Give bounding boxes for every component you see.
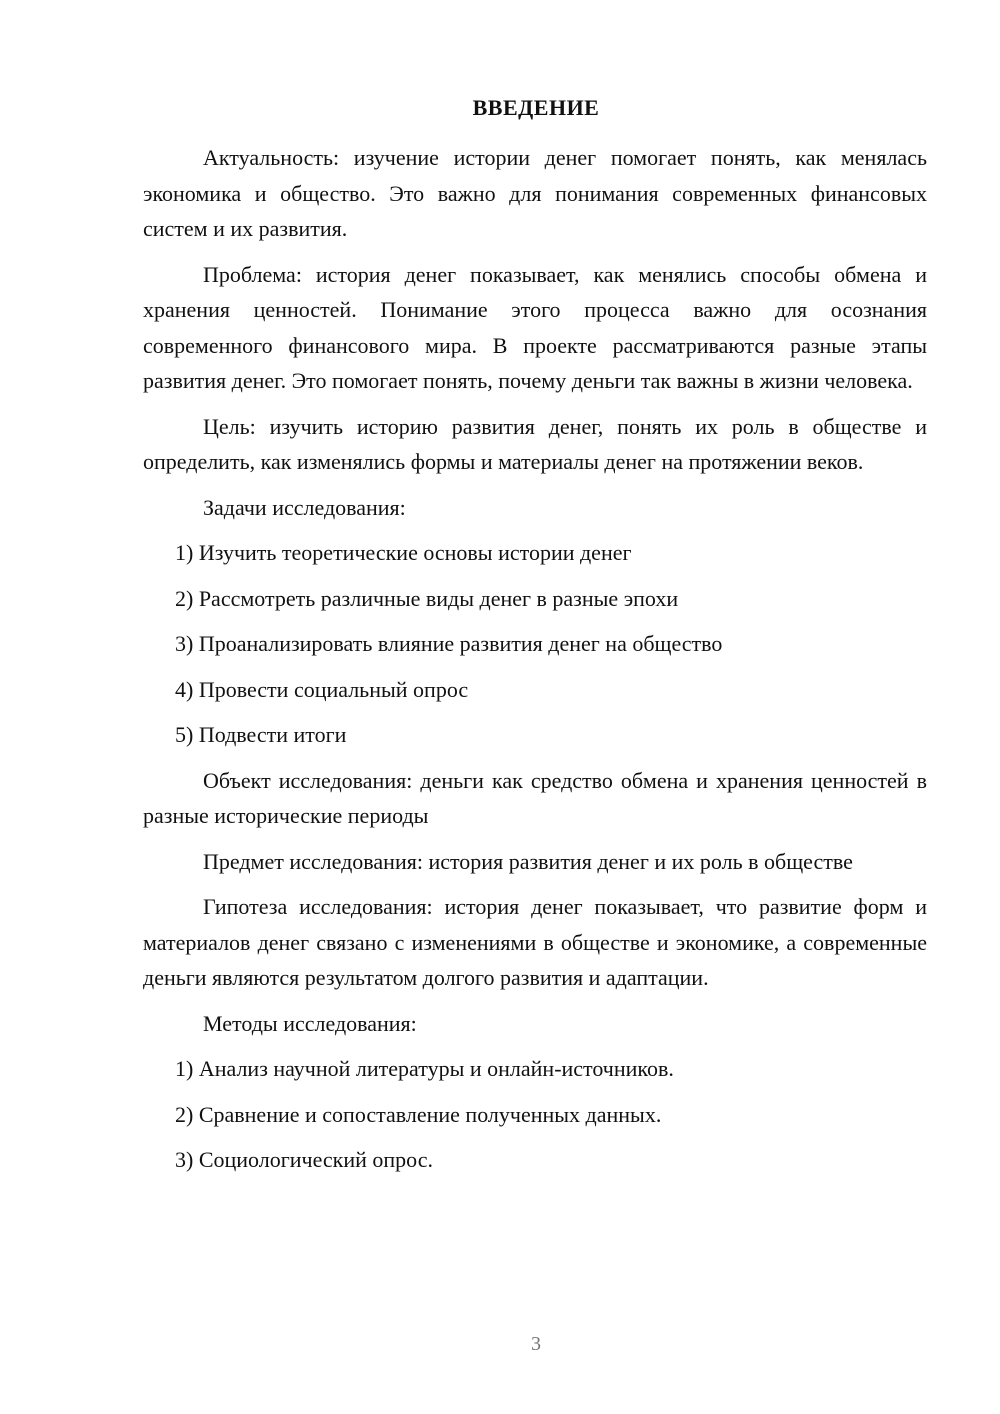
document-body [143,140,927,1188]
page-title: ВВЕДЕНИЕ [472,95,600,120]
tasks-list [143,535,927,753]
goal-paragraph: Цель: изучить историю развития денег, понять их роль в обществе и определить, как изменялись формы и материалы денег на протяжении веков. [143,413,927,474]
list-item: 3) Социологический опрос. [175,1147,433,1172]
methods-heading: Методы исследования: [203,1010,417,1036]
list-item: 3) Проанализировать влияние развития денег на общество [175,631,723,656]
list-item: 2) Рассмотреть различные виды денег в разные эпохи [175,585,679,611]
list-item: 1) Изучить теоретические основы истории денег [175,540,632,565]
list-item: 1) Анализ научной литературы и онлайн-источников. [175,1056,674,1081]
page-number: 3 [531,1333,541,1355]
object-paragraph: Объект исследования: деньги как средство обмена и хранения ценностей в разные исторические периоды [143,767,927,828]
subject-paragraph: Предмет исследования: история развития денег и их роль в обществе [203,848,853,874]
list-item: 4) Провести социальный опрос [175,676,469,702]
relevance-paragraph: Актуальность: изучение истории денег помогает понять, как менялась экономика и общество. Это важно для понимания современных финансовых систем и их развития. [143,145,927,241]
list-item: 5) Подвести итоги [175,722,347,747]
hypothesis-paragraph: Гипотеза исследования: история денег показывает, что развитие форм и материалов денег связано с изменениями в обществе и экономике, а современные деньги являются результатом долгого развития и адаптации. [143,894,927,990]
list-item: 2) Сравнение и сопоставление полученных данных. [175,1101,662,1127]
methods-list [143,1051,927,1178]
tasks-heading: Задачи исследования: [203,494,406,520]
problem-paragraph: Проблема: история денег показывает, как менялись способы обмена и хранения ценностей. Понимание этого процесса важно для осознания современного финансового мира. В проекте рассматриваются разные этапы развития денег. Это помогает понять, почему деньги так важны в жизни человека. [143,261,927,393]
